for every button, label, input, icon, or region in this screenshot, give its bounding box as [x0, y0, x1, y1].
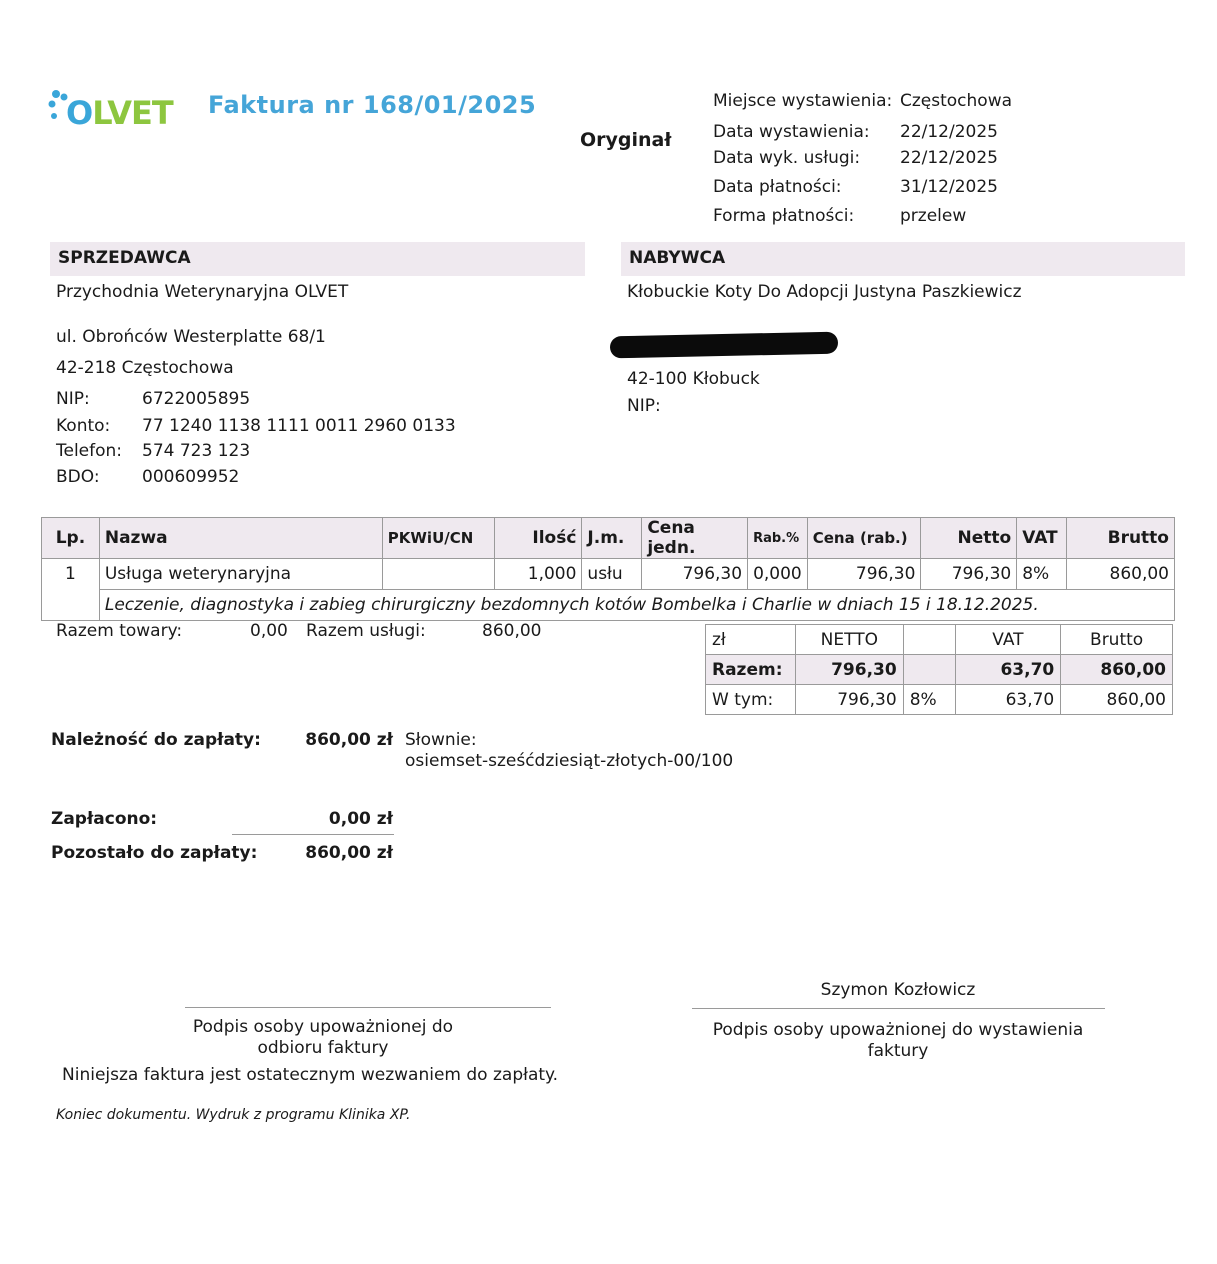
seller-city: 42-218 Częstochowa: [56, 358, 234, 378]
buyer-nip-label: NIP:: [627, 396, 661, 416]
olvet-logo: [48, 88, 178, 136]
col-brutto: Brutto: [1067, 518, 1175, 559]
paid-label: Zapłacono:: [51, 809, 158, 829]
summary-currency: zł: [706, 625, 796, 655]
cell-cena: 796,30: [642, 559, 748, 590]
meta-label: Forma płatności:: [713, 206, 855, 226]
final-notice: Niniejsza faktura jest ostatecznym wezwaniem do zapłaty.: [62, 1065, 559, 1085]
receiver-caption-2: odbioru faktury: [257, 1038, 389, 1058]
cell-nazwa: Usługa weterynaryjna: [99, 559, 382, 590]
cell-lp: 1: [42, 559, 100, 590]
col-netto: Netto: [921, 518, 1017, 559]
buyer-city: 42-100 Kłobuck: [627, 369, 760, 389]
vat-summary-table: [705, 624, 1173, 715]
remaining-value: 860,00 zł: [305, 843, 393, 863]
seller-phone: 574 723 123: [142, 441, 251, 461]
col-lp: Lp.: [42, 518, 100, 559]
seller-heading: SPRZEDAWCA: [50, 242, 585, 276]
seller-field-label: BDO:: [56, 467, 100, 487]
issuer-signature-line: [692, 1008, 1105, 1009]
seller-name: Przychodnia Weterynaryjna OLVET: [56, 282, 349, 302]
services-total-value: 860,00: [482, 621, 542, 641]
issuer-caption: Podpis osoby upoważnionej do wystawienia: [712, 1020, 1084, 1040]
wtym-netto: 796,30: [795, 685, 903, 715]
services-total-label: Razem usługi:: [306, 621, 426, 641]
divider: [232, 834, 394, 835]
items-header-row: [42, 518, 1175, 559]
summary-razem-row: [706, 655, 1173, 685]
item-description: Leczenie, diagnostyka i zabieg chirurgiczny bezdomnych kotów Bombelka i Charlie w dniach 15 i 18.12.2025.: [99, 590, 1174, 621]
meta-value: 22/12/2025: [900, 148, 998, 168]
seller-street: ul. Obrońców Westerplatte 68/1: [56, 327, 326, 347]
items-table: [41, 517, 1175, 621]
buyer-heading: NABYWCA: [621, 242, 1185, 276]
cell-ilosc: 1,000: [494, 559, 582, 590]
col-cena-rab: Cena (rab.): [807, 518, 921, 559]
paid-value: 0,00 zł: [328, 809, 393, 829]
cell-vat: 8%: [1017, 559, 1067, 590]
summary-col-brutto: Brutto: [1061, 625, 1173, 655]
razem-brutto: 860,00: [1061, 655, 1173, 685]
wtym-brutto: 860,00: [1061, 685, 1173, 715]
col-rab: Rab.%: [748, 518, 808, 559]
cell-pkwiu: [382, 559, 494, 590]
footer-note: Koniec dokumentu. Wydruk z programu Klinika XP.: [56, 1107, 411, 1123]
summary-header-row: [706, 625, 1173, 655]
meta-label: Data płatności:: [713, 177, 842, 197]
col-vat: VAT: [1017, 518, 1067, 559]
table-row: [42, 559, 1175, 590]
meta-label: Miejsce wystawienia:: [713, 91, 893, 111]
col-pkwiu: PKWiU/CN: [382, 518, 494, 559]
meta-value: 31/12/2025: [900, 177, 998, 197]
seller-field-label: Telefon:: [56, 441, 123, 461]
col-jm: J.m.: [582, 518, 642, 559]
goods-total-label: Razem towary:: [56, 621, 183, 641]
meta-label: Data wystawienia:: [713, 122, 870, 142]
receiver-caption: Podpis osoby upoważnionej do: [192, 1017, 454, 1037]
wtym-vat: 63,70: [955, 685, 1061, 715]
cell-rab: 0,000: [748, 559, 808, 590]
issuer-name: Szymon Kozłowicz: [820, 980, 976, 1000]
cell-netto: 796,30: [921, 559, 1017, 590]
razem-vat: 63,70: [955, 655, 1061, 685]
summary-col-netto: NETTO: [795, 625, 903, 655]
logo-rest: LVET: [92, 94, 173, 132]
remaining-label: Pozostało do zapłaty:: [51, 843, 258, 863]
buyer-name: Kłobuckie Koty Do Adopcji Justyna Paszkiewicz: [627, 282, 1022, 302]
description-row: [42, 590, 1175, 621]
col-cena: Cena jedn.: [642, 518, 748, 559]
col-nazwa: Nazwa: [99, 518, 382, 559]
amount-due-label: Należność do zapłaty:: [51, 730, 261, 750]
original-label: Oryginał: [580, 129, 672, 151]
wtym-label: W tym:: [706, 685, 796, 715]
summary-col-vat: VAT: [955, 625, 1061, 655]
meta-label: Data wyk. usługi:: [713, 148, 861, 168]
razem-label: Razem:: [706, 655, 796, 685]
logo-o: O: [66, 94, 93, 132]
redacted-address: [610, 332, 838, 359]
razem-netto: 796,30: [795, 655, 903, 685]
seller-nip: 6722005895: [142, 389, 251, 409]
meta-value: Częstochowa: [900, 91, 1013, 111]
seller-field-label: Konto:: [56, 416, 111, 436]
seller-field-label: NIP:: [56, 389, 90, 409]
col-ilosc: Ilość: [494, 518, 582, 559]
in-words-label: Słownie:: [405, 730, 477, 750]
meta-value: 22/12/2025: [900, 122, 998, 142]
goods-total-value: 0,00: [250, 621, 288, 641]
invoice-title: Faktura nr 168/01/2025: [208, 91, 537, 119]
in-words-value: osiemset-sześćdziesiąt-złotych-00/100: [405, 751, 734, 771]
summary-wtym-row: [706, 685, 1173, 715]
seller-bdo: 000609952: [142, 467, 240, 487]
cell-brutto: 860,00: [1067, 559, 1175, 590]
cell-jm: usłu: [582, 559, 642, 590]
amount-due-value: 860,00 zł: [305, 730, 393, 750]
cell-cena-rab: 796,30: [807, 559, 921, 590]
receiver-signature-line: [185, 1007, 551, 1008]
wtym-rate: 8%: [903, 685, 955, 715]
meta-value: przelew: [900, 206, 967, 226]
seller-account: 77 1240 1138 1111 0011 2960 0133: [142, 416, 456, 436]
issuer-caption-2: faktury: [867, 1041, 929, 1059]
